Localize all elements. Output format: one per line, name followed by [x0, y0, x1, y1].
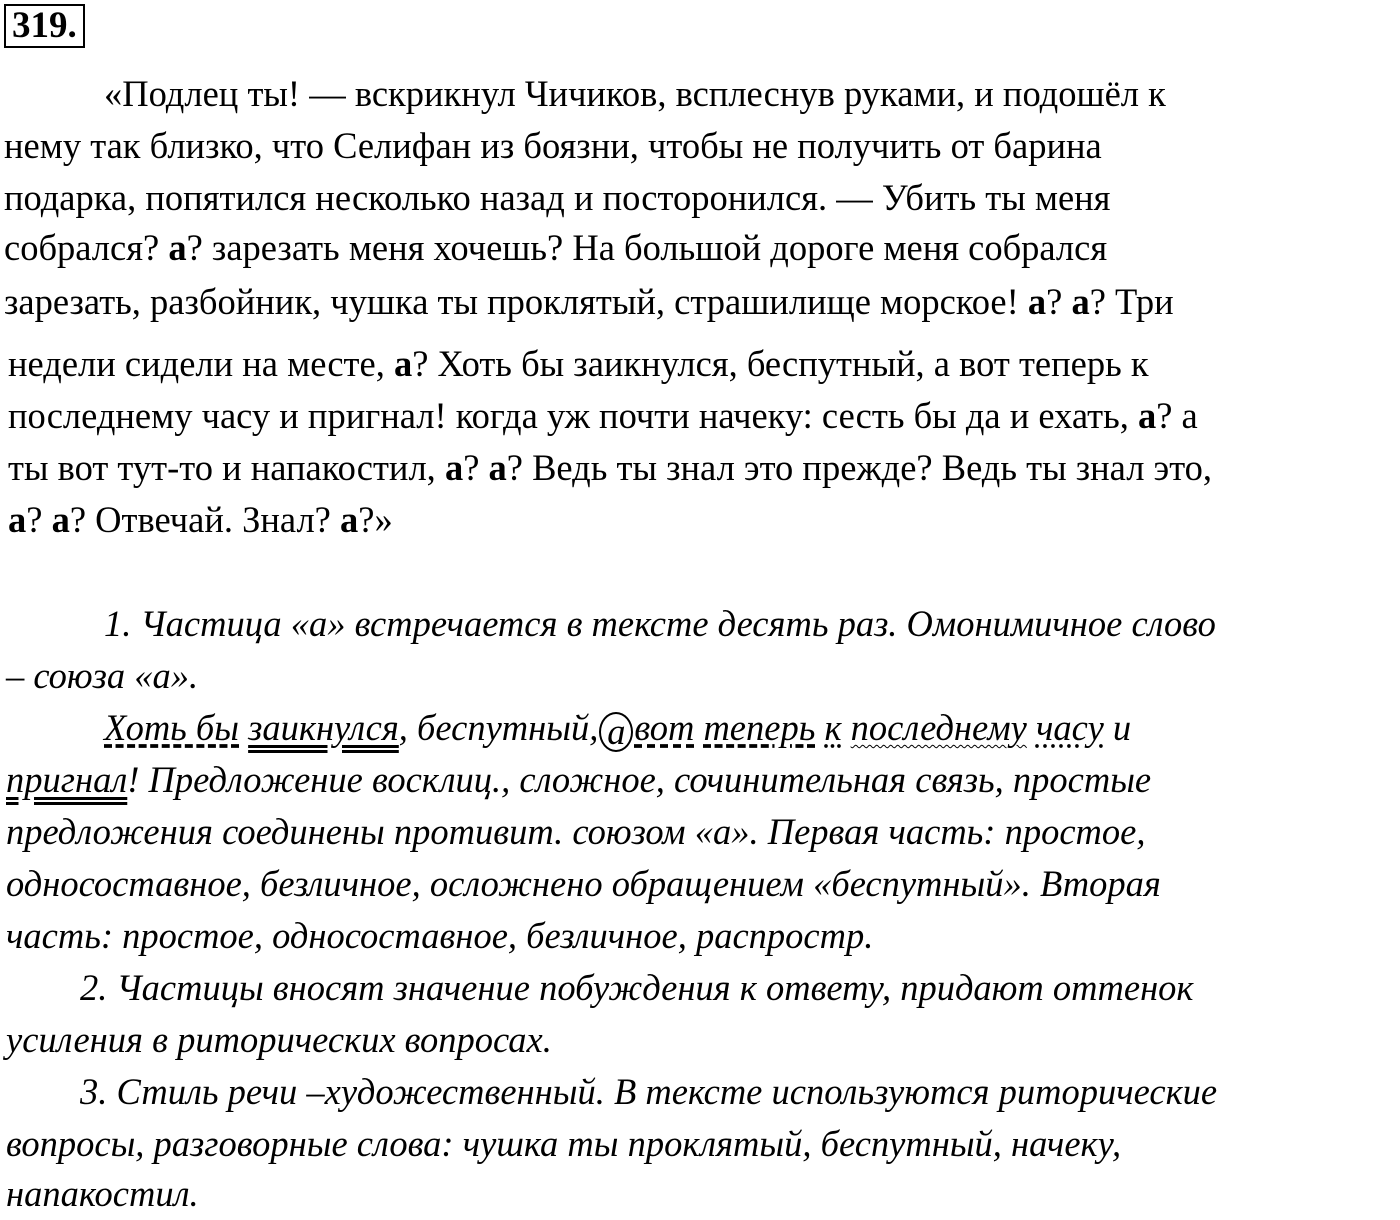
answer-line-10: 3. Стиль речи –художественный. В тексте используются риторические — [80, 1071, 1218, 1112]
answer-line-7: часть: простое, односоставное, безличное, распростр. — [6, 915, 874, 956]
parsed-sentence: Хоть бы заикнулся, беспутный, а вот теперь к последнему часу и — [104, 707, 1132, 752]
exercise-number: 319. — [4, 4, 85, 48]
answer-line-11: вопросы, разговорные слова: чушка ты проклятый, беспутный, начеку, — [6, 1123, 1122, 1164]
text-line-2: нему так близко, что Селифан из боязни, чтобы не получить от барина — [4, 125, 1102, 166]
answer-line-1: 1. Частица «а» встречается в тексте десять раз. Омонимичное слово — [104, 603, 1216, 644]
text-line-1: «Подлец ты! — вскрикнул Чичиков, всплеснув руками, и подошёл к — [104, 73, 1166, 114]
answer-line-6: односоставное, безличное, осложнено обращением «беспутный». Вторая — [6, 863, 1161, 904]
answer-line-12: напакостил. — [6, 1173, 199, 1214]
answer-line-4: пригнал! Предложение восклиц., сложное, сочинительная связь, простые — [6, 759, 1152, 800]
text-line-7: последнему часу и пригнал! когда уж почти начеку: сесть бы да и ехать, а? а — [8, 395, 1198, 436]
answer-line-5: предложения соединены противит. союзом «а». Первая часть: простое, — [6, 811, 1146, 852]
text-line-3: подарка, попятился несколько назад и посторонился. — Убить ты меня — [4, 177, 1111, 218]
circled-conjunction: а — [599, 712, 633, 752]
text-line-9: а? а? Отвечай. Знал? а?» — [8, 499, 393, 540]
text-line-5: зарезать, разбойник, чушка ты проклятый, страшилище морское! а? а? Три — [4, 281, 1174, 322]
answer-line-2: – союза «а». — [6, 655, 199, 696]
text-line-8: ты вот тут-то и напакостил, а? а? Ведь ты знал это прежде? Ведь ты знал это, — [8, 447, 1213, 488]
answer-line-8: 2. Частицы вносят значение побуждения к ответу, придают оттенок — [80, 967, 1194, 1008]
answer-line-9: усиления в риторических вопросах. — [6, 1019, 552, 1060]
text-line-6: недели сидели на месте, а? Хоть бы заикнулся, беспутный, а вот теперь к — [8, 343, 1149, 384]
text-line-4: собрался? а? зарезать меня хочешь? На большой дороге меня собрался — [4, 227, 1108, 268]
